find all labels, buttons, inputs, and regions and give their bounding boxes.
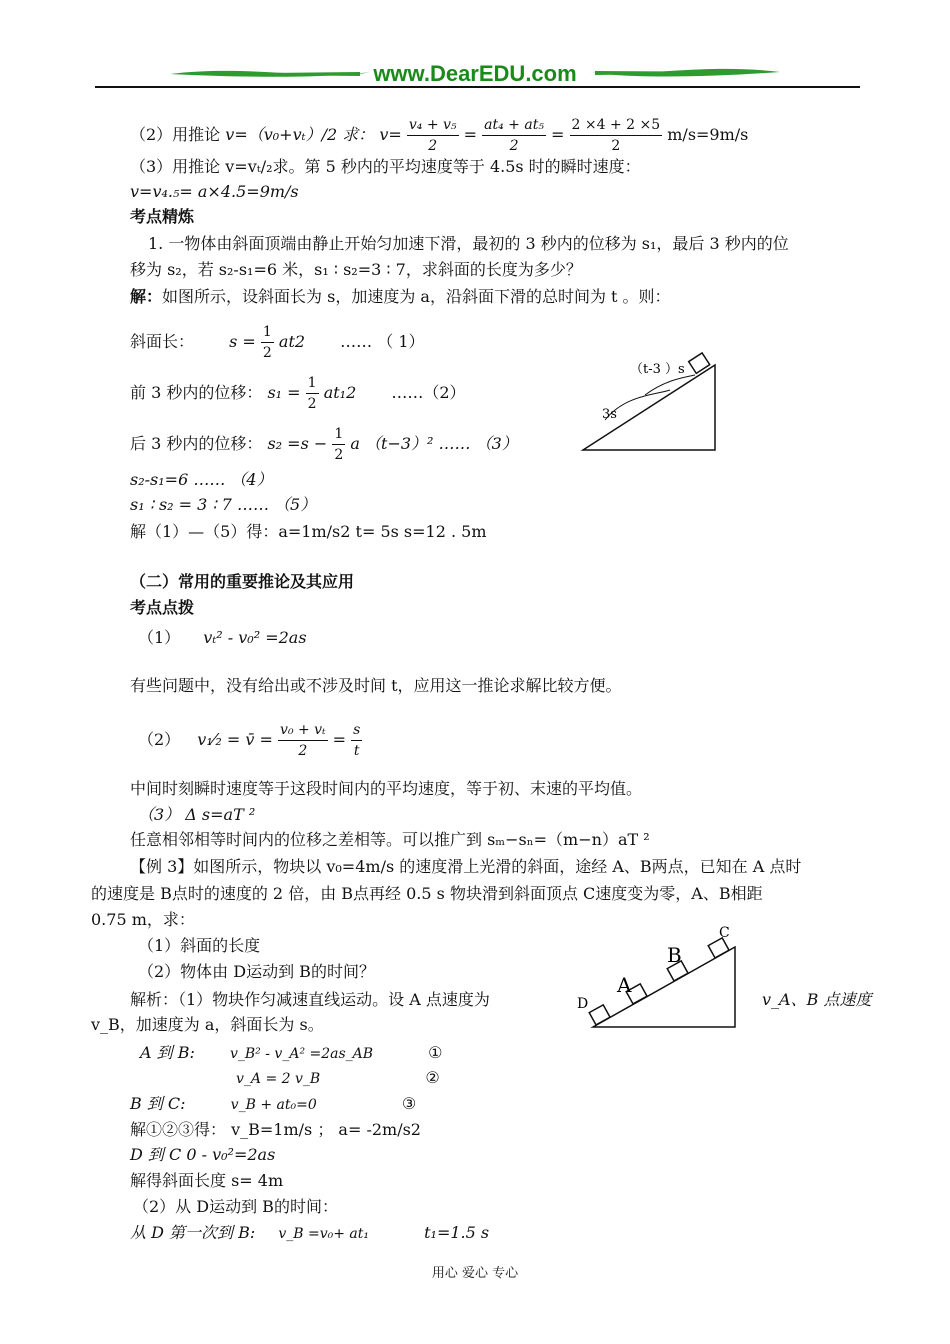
text: 如图所示，设斜面长为 s，加速度为 a，沿斜面下滑的总时间为 t 。则： — [162, 287, 671, 306]
heading-kaodian-jinglian: 考点精炼 — [130, 207, 195, 226]
row-4: 解①②③得： v_B=1m/s ； a= -2m/s2 — [130, 1120, 421, 1139]
fraction: $\frac{\text{at₄ + at₅}}{2}$ — [484, 117, 544, 154]
problem-line-2: 移为 s₂，若 s₂-s₁=6 米，s₁ ∶ s₂=3 ∶ 7，求斜面的长度为多少？ — [130, 260, 582, 279]
solution-label: 解： — [130, 287, 163, 306]
footer: 用心 爱心 专心 — [431, 1266, 519, 1281]
row-8: 从 D 第一次到 B: v_B =v₀+ at₁ t₁=1.5 s — [130, 1223, 490, 1242]
text: m/s=9m/s — [667, 125, 749, 144]
eq-1: 斜面长： s = $\frac{1}{2}$ at2 …… （ 1） — [130, 324, 425, 361]
analysis-line-1-right: v_A、B 点速度 — [762, 990, 872, 1009]
fraction: $\frac{1}{2}$ — [334, 426, 344, 463]
eq-2: 前 3 秒内的位移： s₁ = $\frac{1}{2}$ at₁2 ……（2） — [130, 375, 466, 412]
logo-text: www.DearEDU.com — [373, 61, 577, 86]
analysis-line-2: v_B，加速度为 a，斜面长为 s。 — [91, 1015, 324, 1034]
example-line-1: 【例 3】如图所示，物块以 v₀=4m/s 的速度滑上光滑的斜面，途经 A、B两点，已知在 A 点时 — [130, 857, 802, 876]
header-divider — [95, 86, 860, 88]
solution-line — [130, 287, 671, 307]
fraction: $\frac{\text{v₀ + vₜ}}{2}$ — [280, 722, 326, 759]
row-1: A 到 B: v_B² - v_A² =2as_AB ① — [140, 1043, 443, 1062]
label-t-minus-3: （t-3 ）s — [630, 362, 685, 377]
fraction: $\frac{1}{2}$ — [307, 375, 317, 412]
row-2: v_A = 2 v_B ② — [236, 1068, 440, 1087]
text: v= — [379, 125, 402, 144]
line-3: v=v₄.₅= a×4.5=9m/s — [130, 182, 299, 201]
analysis-line-1: 解析：（1）物块作匀减速直线运动。设 A 点速度为 — [130, 990, 490, 1009]
k2-line: （2） v₁⁄₂ = v̄ = $\frac{\text{v₀ + vₜ}}{2}$ = $\frac{s}{t}$ — [138, 722, 361, 759]
incline-figure-2 — [577, 922, 745, 1034]
line-2: （3）用推论 v=vₜ/₂求。第 5 秒内的平均速度等于 4.5s 时的瞬时速度： — [130, 157, 641, 176]
eq-4: s₂-s₁=6 …… （4） — [130, 470, 273, 489]
eq-6: 解（1）—（5）得：a=1m/s2 t= 5s s=12 . 5m — [130, 522, 487, 541]
row-7: （2）从 D运动到 B的时间： — [133, 1197, 338, 1216]
fraction: $\frac{1}{2}$ — [262, 324, 272, 361]
fraction: $\frac{2 \times 4 + 2 \times 5}{2}$ — [571, 117, 661, 154]
k3-text: 任意相邻相等时间内的位移之差相等。可以推广到 sₘ−sₙ=（m−n）aT ² — [130, 830, 650, 849]
question-1: （1）斜面的长度 — [138, 936, 261, 955]
row-3: B 到 C: v_B + at₀=0 ③ — [130, 1094, 417, 1113]
problem-line-1: 1. 一物体由斜面顶端由静止开始匀加速下滑，最初的 3 秒内的位移为 s₁，最后 3 秒内的位 — [148, 234, 789, 253]
example-line-3: 0.75 m，求： — [91, 910, 195, 929]
k2-text: 中间时刻瞬时速度等于这段时间内的平均速度，等于初、末速的平均值。 — [130, 779, 643, 798]
label-c: C — [719, 925, 730, 941]
example-line-2: 的速度是 B点时的速度的 2 倍，由 B点再经 0.5 s 物块滑到斜面顶点 C速度变为零，A、B相距 — [91, 884, 763, 903]
text: （2）用推论 — [130, 125, 221, 144]
text: v=（v₀+vₜ）/2 求： — [225, 125, 375, 144]
label-d: D — [577, 996, 589, 1012]
line-1: （2）用推论 v=（v₀+vₜ）/2 求： v= $\frac{\text{v₄ + v₅}}{2}$ = $\frac{\text{at₄ + at₅}}{2}$ = $\frac{2 \times 4 + 2 \times 5}{2}$ m/s=9m/s — [130, 117, 749, 154]
heading-section-2: （二）常用的重要推论及其应用 — [130, 572, 355, 591]
heading-kaodian-dianbo: 考点点拨 — [130, 598, 195, 617]
question-2: （2）物体由 D运动到 B的时间？ — [138, 962, 375, 981]
incline-figure-1 — [575, 355, 725, 455]
row-5: D 到 C 0 - v₀²=2as — [130, 1145, 276, 1164]
eq-5: s₁ ∶ s₂ = 3 ∶ 7 …… （5） — [130, 495, 317, 514]
fraction: $\frac{\text{v₄ + v₅}}{2}$ — [408, 117, 457, 154]
row-6: 解得斜面长度 s= 4m — [130, 1171, 284, 1190]
eq-3: 后 3 秒内的位移： s₂ =s − $\frac{1}{2}$ a （t−3）² …… （3） — [130, 426, 518, 463]
label-b: B — [667, 943, 682, 967]
fraction: $\frac{s}{t}$ — [353, 722, 361, 759]
label-3s: 3s — [602, 407, 617, 422]
label-a: A — [617, 973, 632, 997]
k1-text: 有些问题中，没有给出或不涉及时间 t，应用这一推论求解比较方便。 — [130, 676, 622, 695]
k1-line: （1） vₜ² - v₀² =2as — [138, 628, 307, 647]
k3-line: （3） Δ s=aT ² — [138, 805, 256, 824]
